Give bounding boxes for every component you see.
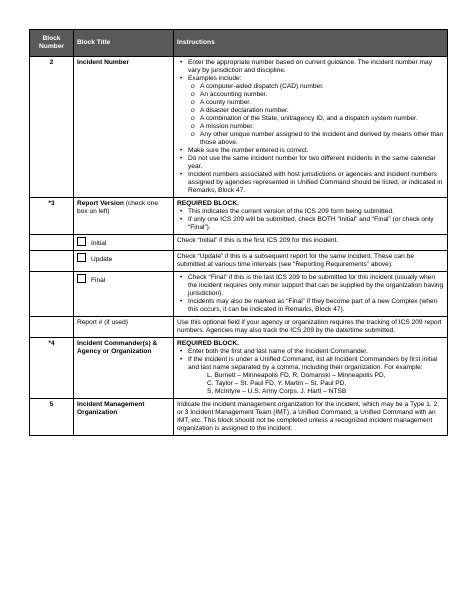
table-row: [30, 317, 448, 338]
block-number: *3: [30, 198, 74, 235]
initial-checkbox[interactable]: [77, 237, 86, 246]
checkbox-label: Final: [91, 277, 106, 284]
table-row: [30, 57, 448, 198]
empty-cell: [30, 235, 74, 251]
block-number: 5: [30, 399, 74, 436]
final-checkbox[interactable]: [77, 274, 86, 283]
bullet-list: [177, 348, 444, 372]
example-line: S. McIntyre – U.S. Army Corps, J. Hartl – NTSB: [207, 388, 347, 395]
list-item: • Incidents may also be marked as “Final” if they become part of a new Complex (when this occurs, it can be indicated in Remarks, Block 47).: [188, 298, 444, 314]
header-instructions: Instructions: [174, 30, 448, 57]
table-row: [30, 399, 448, 436]
header-block-number: Block Number: [30, 30, 74, 57]
instructions-cell: Check “Update” if this is a subsequent report for the same incident. These can be submitted at various time intervals (see “Reporting Requirements” above).: [174, 251, 448, 272]
instructions-cell: Use this optional field if your agency or organization requires the tracking of ICS 209 report numbers. Agencies may also track the ICS 209 by the date/time submitted.: [174, 317, 448, 338]
block-title: Incident Commander(s) & Agency or Organization: [74, 338, 174, 399]
list-item-text: Examples include:: [188, 75, 242, 82]
checkbox-label: Update: [91, 256, 113, 263]
instructions-cell: [174, 198, 448, 235]
block-title: Incident Management Organization: [74, 399, 174, 436]
required-label: REQUIRED BLOCK.: [177, 340, 239, 347]
bullet-list: [177, 274, 444, 314]
block-number: 2: [30, 57, 74, 198]
checkbox-update-cell[interactable]: [74, 251, 174, 272]
checkbox-initial-cell[interactable]: [74, 235, 174, 251]
instructions-table: [29, 29, 448, 436]
list-item: • Check “Final” if this is the last ICS 209 to be submitted for this incident (usually when the incident requires only minor support that can be supplied by the organization having jurisdiction).: [188, 274, 444, 298]
list-item: [188, 75, 444, 147]
header-block-title: Block Title: [74, 30, 174, 57]
example-line: L. Burnett – Minneapolis FD, R. Domanski – Minneapolis PD,: [207, 372, 386, 379]
instructions-cell: [174, 272, 448, 317]
list-item: • Incident numbers associated with host jurisdictions or agencies and incident numbers assigned by agencies represented in Unified Command should be listed, or indicated in Remarks, Block 47.: [188, 171, 444, 195]
report-number-label: Report # (if used): [74, 317, 174, 338]
empty-cell: [30, 272, 74, 317]
update-checkbox[interactable]: [77, 253, 86, 262]
example-line: C. Taylor – St. Paul FD, Y. Martin – St. Paul PD,: [207, 380, 347, 387]
list-item: • This indicates the current version of the ICS 209 form being submitted.: [188, 208, 444, 216]
instructions-cell: Check “Initial” if this is the first ICS 209 for this incident.: [174, 235, 448, 251]
list-item: o A disaster declaration number.: [200, 107, 444, 115]
block-title: Incident Number: [74, 57, 174, 198]
table-row: [30, 235, 448, 251]
list-item: • Do not use the same incident number for two different incidents in the same calendar year.: [188, 155, 444, 171]
header-row: [30, 30, 448, 57]
table-row: [30, 272, 448, 317]
list-item: o Any other unique number assigned to the incident and derived by means other than those above.: [200, 131, 444, 147]
list-item: • Enter both the first and last name of the Incident Commander.: [188, 348, 444, 356]
list-item: o A mission number.: [200, 123, 444, 131]
table-row: [30, 338, 448, 399]
block-title-text: Report Version: [77, 200, 124, 207]
list-item: o A combination of the State, unit/agency ID, and a dispatch system number.: [200, 115, 444, 123]
instructions-cell: [174, 338, 448, 399]
instructions-cell: [174, 57, 448, 198]
bullet-list: [177, 208, 444, 232]
list-item: o A county number.: [200, 99, 444, 107]
block-number: *4: [30, 338, 74, 399]
instructions-cell: Indicate the incident management organization for the incident, which may be a Type 1, 2, or 3 Incident Management Team (IMT), a Unified Command, a Unified Command with an IMT, etc. This block should not be completed unless a recognized incident management organization is assigned to the incident.: [174, 399, 448, 436]
table-row: [30, 198, 448, 235]
list-item: • If only one ICS 209 will be submitted, check BOTH “Initial” and “Final” (or check only “Final”).: [188, 216, 444, 232]
empty-cell: [30, 251, 74, 272]
list-item: o A computer-aided dispatch (CAD) number.: [200, 83, 444, 91]
list-item: o An accounting number.: [200, 91, 444, 99]
list-item: • Make sure the number entered is correct.: [188, 147, 444, 155]
checkbox-final-cell[interactable]: [74, 272, 174, 317]
sub-list: [188, 83, 444, 147]
required-label: REQUIRED BLOCK.: [177, 200, 239, 207]
example-list: [177, 372, 444, 396]
block-title-note: (check one box on left): [77, 200, 158, 215]
list-item: • If the incident is under a Unified Command, list all Incident Commanders by first initial and last name separated by a comma, including their organization. For example:: [188, 356, 444, 372]
checkbox-label: Initial: [91, 240, 107, 247]
table-row: [30, 251, 448, 272]
bullet-list: [177, 59, 444, 195]
block-title: [74, 198, 174, 235]
list-item: • Enter the appropriate number based on current guidance. The incident number may vary by jurisdiction and discipline.: [188, 59, 444, 75]
empty-cell: [30, 317, 74, 338]
